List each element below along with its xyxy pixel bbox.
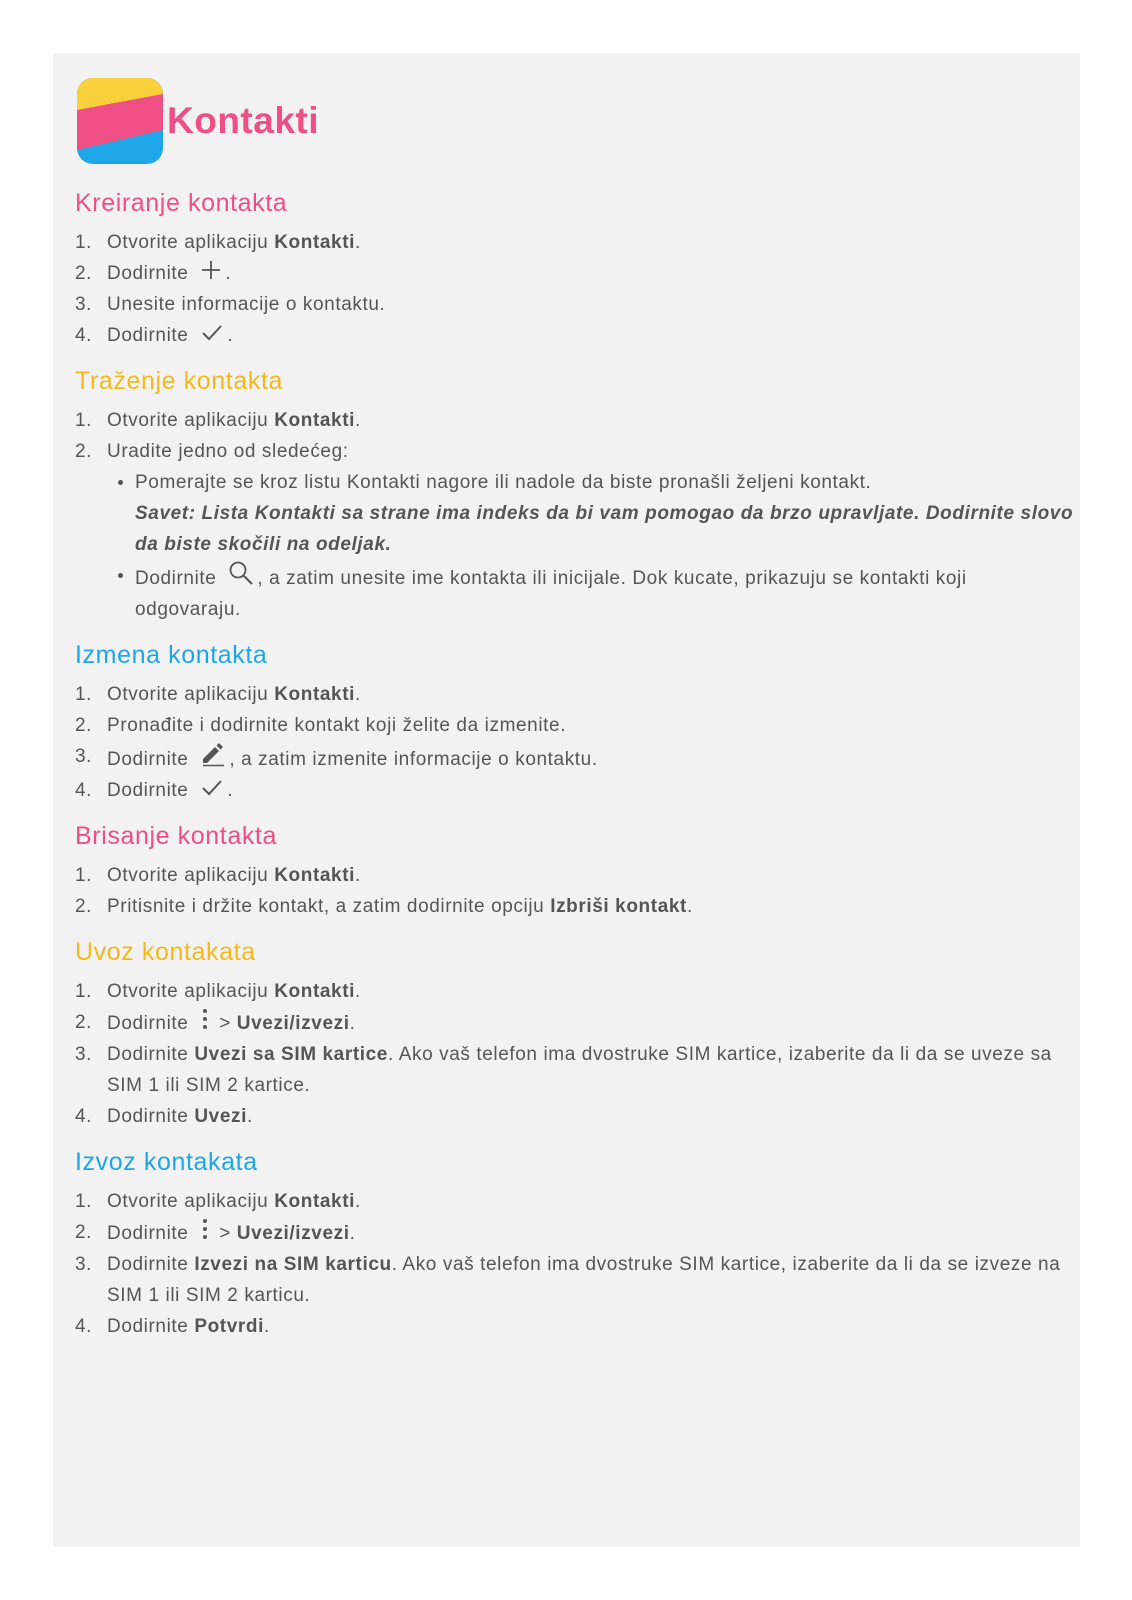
step-number: 3. (75, 294, 93, 315)
page-header (77, 77, 319, 165)
step-text: Otvorite aplikaciju (107, 865, 275, 886)
step-text: . (225, 263, 232, 284)
plus-icon (200, 259, 222, 281)
step-text: Uradite jedno od sledećeg: (107, 441, 349, 462)
step-number: 1. (75, 1191, 93, 1212)
step-text: Dodirnite (107, 1254, 195, 1275)
step-item (75, 860, 1075, 891)
step-text: Dodirnite (107, 749, 195, 770)
section (75, 1144, 1075, 1342)
step-bold-term: Kontakti (274, 865, 356, 886)
step-bold-term: Kontakti (274, 410, 356, 431)
step-number: 3. (75, 1044, 93, 1065)
bullet-text: , a zatim unesite ime kontakta ili inicijale. Dok kucate, prikazuju se kontakti koji odgovaraju. (135, 568, 967, 620)
step-item (75, 679, 1075, 710)
step-number: 2. (75, 1012, 93, 1033)
step-text: Dodirnite (107, 1013, 195, 1034)
step-text: . (246, 1106, 253, 1127)
search-icon (228, 560, 254, 586)
step-text: , a zatim izmenite informacije o kontaktu. (229, 749, 598, 770)
step-number: 4. (75, 1316, 93, 1337)
steps-list (75, 679, 1075, 806)
step-number: 3. (75, 1254, 93, 1275)
step-item (75, 891, 1075, 922)
step-text: Dodirnite (107, 325, 195, 346)
step-number: 4. (75, 780, 93, 801)
step-bold-term: Potvrdi (194, 1316, 264, 1337)
bullet-list (107, 467, 1075, 625)
step-number: 1. (75, 410, 93, 431)
section (75, 934, 1075, 1132)
section-heading: Traženje kontakta (75, 367, 283, 395)
more-vert-icon (200, 1217, 210, 1241)
step-text: Otvorite aplikaciju (107, 232, 275, 253)
step-text: . (355, 1191, 361, 1212)
step-text: Otvorite aplikaciju (107, 1191, 275, 1212)
step-item (75, 976, 1075, 1007)
steps-list (75, 227, 1075, 351)
step-number: 4. (75, 325, 93, 346)
section (75, 185, 1075, 351)
section-heading: Uvoz kontakata (75, 938, 256, 966)
step-number: 2. (75, 263, 93, 284)
bullet-item (107, 560, 1075, 625)
steps-list (75, 976, 1075, 1132)
step-item (75, 405, 1075, 436)
contacts-app-icon (77, 78, 163, 164)
step-bold-term: Izbriši kontakt (550, 896, 687, 917)
step-item (75, 1039, 1075, 1101)
step-item (75, 775, 1075, 806)
step-bold-term: Uvezi/izvezi (236, 1223, 350, 1244)
step-separator: > (213, 1223, 237, 1244)
step-separator: > (213, 1013, 237, 1034)
step-item (75, 1101, 1075, 1132)
step-number: 1. (75, 684, 93, 705)
step-item (75, 1311, 1075, 1342)
check-icon (200, 323, 224, 343)
step-number: 1. (75, 232, 93, 253)
step-item (75, 710, 1075, 741)
bullet-text: Pomerajte se kroz listu Kontakti nagore ili nadole da biste pronašli željeni kontakt. (135, 472, 872, 493)
step-item (75, 289, 1075, 320)
step-number: 3. (75, 746, 93, 767)
step-text: Otvorite aplikaciju (107, 410, 275, 431)
step-bold-term: Izvezi na SIM karticu (194, 1254, 392, 1275)
step-bold-term: Kontakti (274, 684, 356, 705)
step-text: . (355, 865, 361, 886)
steps-list (75, 405, 1075, 625)
step-item (75, 1007, 1075, 1039)
step-text: Dodirnite (107, 780, 195, 801)
step-bold-term: Kontakti (274, 1191, 356, 1212)
step-number: 2. (75, 441, 93, 462)
step-text: Pronađite i dodirnite kontakt koji želite da izmenite. (107, 715, 567, 736)
section (75, 363, 1075, 625)
step-text: Otvorite aplikaciju (107, 684, 275, 705)
more-vert-icon (200, 1007, 210, 1031)
step-number: 2. (75, 896, 93, 917)
bullet-item (107, 467, 1075, 560)
step-text: Dodirnite (107, 263, 195, 284)
step-text: . (227, 780, 234, 801)
step-item (75, 1249, 1075, 1311)
step-text: . (355, 981, 361, 1002)
pencil-icon (200, 741, 226, 767)
step-text: . (263, 1316, 270, 1337)
tip-text: Savet: Lista Kontakti sa strane ima indeks da bi vam pomogao da brzo upravljate. Dodirnite slovo da biste skočili na odeljak. (135, 503, 1074, 555)
step-text: . (355, 410, 361, 431)
bullet-text: Dodirnite (135, 568, 223, 589)
steps-list (75, 1186, 1075, 1342)
step-text: . (355, 684, 361, 705)
section (75, 818, 1075, 922)
step-text: Dodirnite (107, 1106, 195, 1127)
section (75, 637, 1075, 806)
step-number: 2. (75, 1222, 93, 1243)
step-text: Dodirnite (107, 1316, 195, 1337)
steps-list (75, 860, 1075, 922)
document-page (53, 53, 1080, 1547)
step-text: Dodirnite (107, 1223, 195, 1244)
step-text: Otvorite aplikaciju (107, 981, 275, 1002)
step-number: 4. (75, 1106, 93, 1127)
step-bold-term: Kontakti (274, 981, 356, 1002)
step-item (75, 320, 1075, 351)
section-heading: Kreiranje kontakta (75, 189, 288, 217)
step-text: . (349, 1223, 356, 1244)
step-number: 2. (75, 715, 93, 736)
section-heading: Izvoz kontakata (75, 1148, 258, 1176)
document-content (75, 185, 1075, 1354)
step-text: Unesite informacije o kontaktu. (107, 294, 386, 315)
step-item (75, 741, 1075, 775)
step-bold-term: Kontakti (274, 232, 356, 253)
step-number: 1. (75, 865, 93, 886)
check-icon (200, 778, 224, 798)
step-item (75, 1217, 1075, 1249)
step-item (75, 1186, 1075, 1217)
section-heading: Brisanje kontakta (75, 822, 277, 850)
step-item (75, 258, 1075, 289)
step-bold-term: Uvezi (194, 1106, 247, 1127)
step-item (75, 227, 1075, 258)
step-text: Pritisnite i držite kontakt, a zatim dodirnite opciju (107, 896, 551, 917)
step-text: . Ako vaš telefon ima dvostruke SIM kartice, izaberite da li da se izveze na SIM 1 ili SIM 2 karticu. (107, 1254, 1061, 1306)
step-text: . (355, 232, 361, 253)
step-number: 1. (75, 981, 93, 1002)
page-title: Kontakti (167, 100, 319, 141)
step-text: . (227, 325, 234, 346)
step-bold-term: Uvezi/izvezi (236, 1013, 350, 1034)
step-text: . (686, 896, 693, 917)
step-text: . (349, 1013, 356, 1034)
step-bold-term: Uvezi sa SIM kartice (194, 1044, 388, 1065)
step-text: Dodirnite (107, 1044, 195, 1065)
section-heading: Izmena kontakta (75, 641, 268, 669)
step-text: . Ako vaš telefon ima dvostruke SIM kartice, izaberite da li da se uveze sa SIM 1 ili SIM 2 kartice. (107, 1044, 1052, 1096)
step-item (75, 436, 1075, 625)
